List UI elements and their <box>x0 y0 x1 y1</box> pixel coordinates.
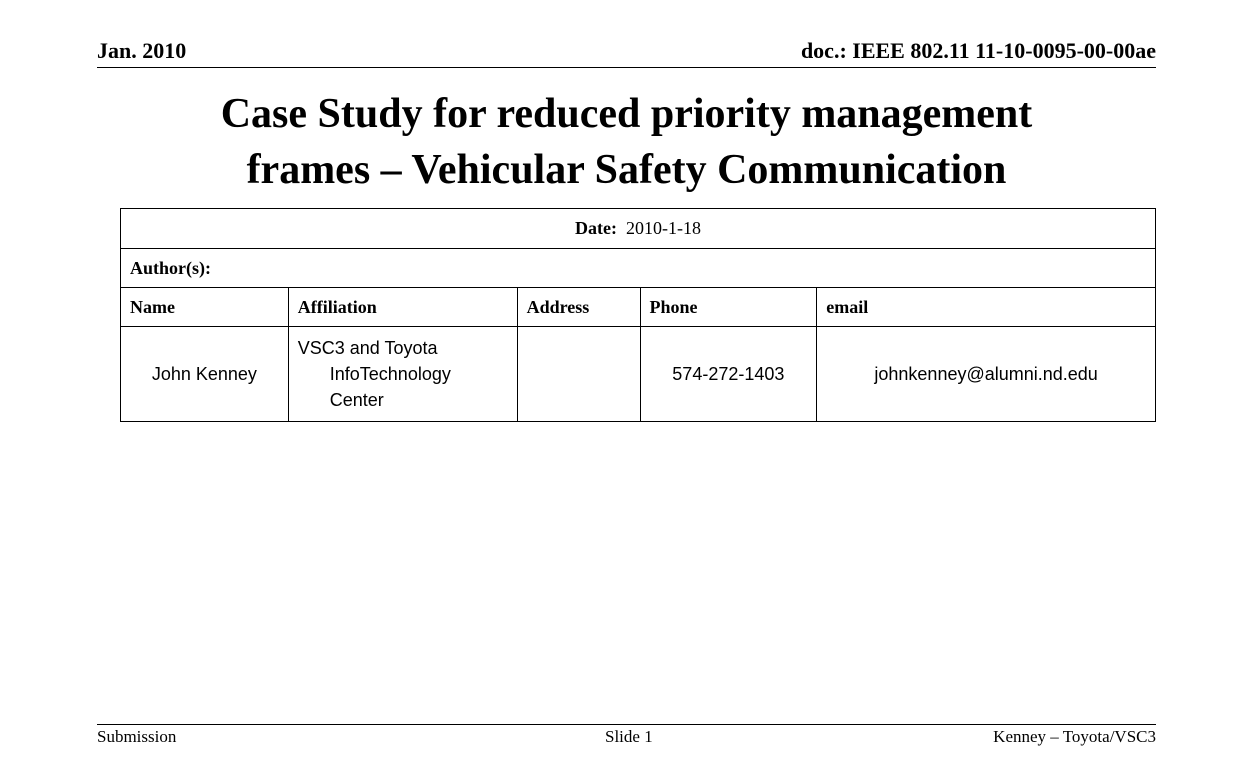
table-row <box>121 327 1156 422</box>
authors-row <box>121 249 1156 288</box>
affiliation-line: VSC3 and Toyota <box>297 338 438 358</box>
author-info-table <box>120 208 1156 422</box>
table-header-row <box>121 288 1156 327</box>
header-divider <box>97 67 1156 68</box>
column-header-name: Name <box>121 288 289 327</box>
affiliation-line: Center <box>329 390 384 410</box>
column-header-phone: Phone <box>640 288 817 327</box>
slide-title <box>97 86 1156 198</box>
date-label: Date: <box>575 218 617 238</box>
footer-slide-number: Slide 1 <box>605 727 653 746</box>
column-header-affiliation: Affiliation <box>288 288 517 327</box>
footer-submission: Submission <box>97 727 177 746</box>
header-doc-id: doc.: IEEE 802.11 11-10-0095-00-00ae <box>800 38 1156 63</box>
author-address <box>517 327 640 422</box>
header-date: Jan. 2010 <box>97 38 187 63</box>
affiliation-line: InfoTechnology <box>329 364 451 384</box>
footer-author: Kenney – Toyota/VSC3 <box>993 727 1156 746</box>
date-value: 2010-1-18 <box>625 218 701 238</box>
author-phone: 574-272-1403 <box>640 327 817 422</box>
authors-label: Author(s): <box>121 249 1156 288</box>
date-row <box>121 209 1156 249</box>
slide-title-line-2: frames – Vehicular Safety Communication <box>246 147 1007 193</box>
author-email: johnkenney@alumni.nd.edu <box>817 327 1156 422</box>
author-name: John Kenney <box>121 327 289 422</box>
column-header-email: email <box>817 288 1156 327</box>
footer-divider <box>97 724 1156 725</box>
column-header-address: Address <box>517 288 640 327</box>
date-cell <box>121 209 1156 249</box>
author-affiliation <box>288 327 517 422</box>
slide-title-line-1: Case Study for reduced priority management <box>220 91 1033 137</box>
